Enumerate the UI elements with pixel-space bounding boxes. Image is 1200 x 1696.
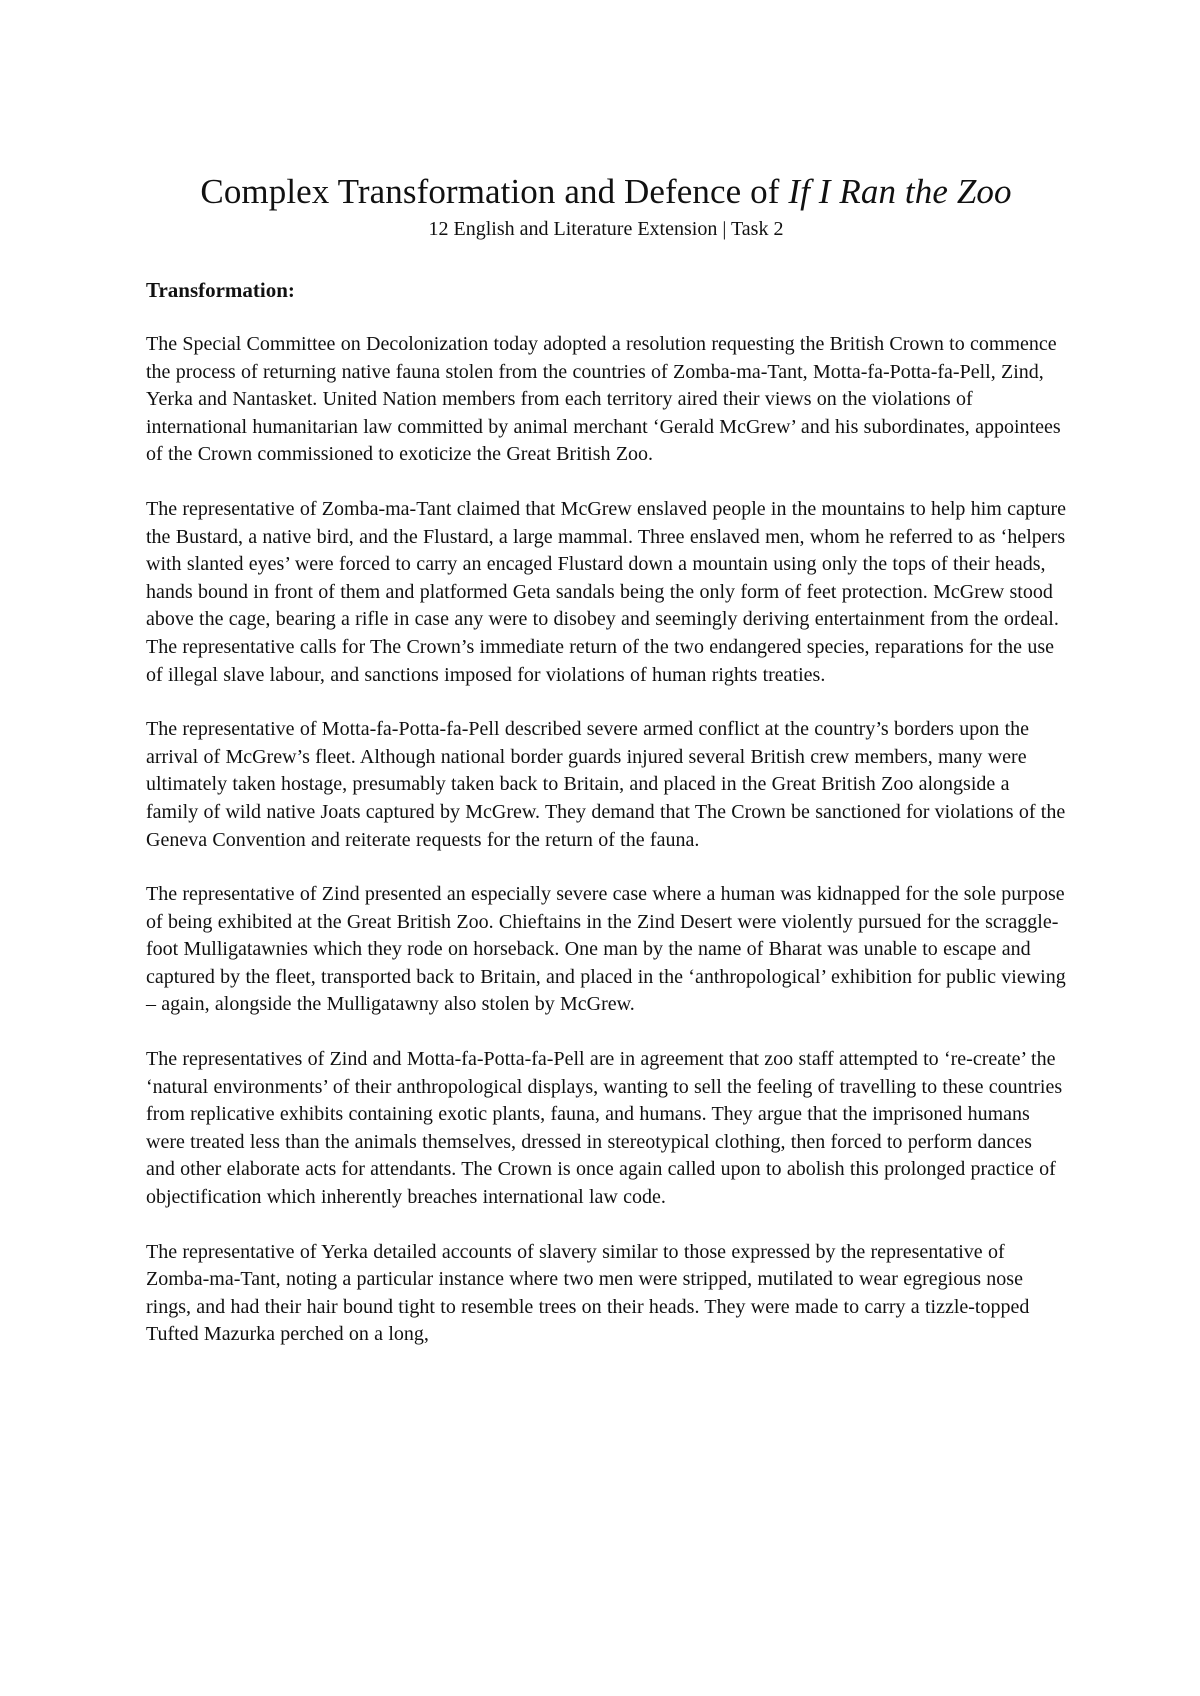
paragraph-1: The Special Committee on Decolonization today adopted a resolution requesting the British Crown to commence the process of returning native fauna stolen from the countries of Zomba-ma-Tant, Motta-fa-Potta-fa-Pell, Zind, Yerka and Nantasket. United Nation members from each territory aired their views on the violations of international humanitarian law committed by animal merchant ‘Gerald McGrew’ and his subordinates, appointees of the Crown commissioned to exoticize the Great British Zoo. [146,333,1061,466]
title-book-name: If I Ran the Zoo [788,172,1012,211]
paragraph-5: The representatives of Zind and Motta-fa-Potta-fa-Pell are in agreement that zoo staff attempted to ‘re-create’ the ‘natural environments’ of their anthropological displays, wanting to sell the feeling of travelling to these countries from replicative exhibits containing exotic plants, fauna, and humans. They argue that the imprisoned humans were treated less than the animals themselves, dressed in stereotypical clothing, then forced to perform dances and other elaborate acts for attendants. The Crown is once again called upon to abolish this prolonged practice of objectification which inherently breaches international law code. [146,1048,1063,1209]
paragraph-3: The representative of Motta-fa-Potta-fa-Pell described severe armed conflict at the country’s borders upon the arrival of McGrew’s fleet. Although national border guards injured several British crew members, many were ultimately taken hostage, presumably taken back to Britain, and placed in the Great British Zoo alongside a family of wild native Joats captured by McGrew. They demand that The Crown be sanctioned for violations of the Geneva Convention and reiterate requests for the return of the fauna. [146,718,1066,851]
title-prefix: Complex Transformation and Defence of [200,172,789,211]
section-heading: Transformation: [146,278,295,302]
document-page [146,170,1066,1349]
paragraph-4: The representative of Zind presented an especially severe case where a human was kidnapped for the sole purpose of being exhibited at the Great British Zoo. Chieftains in the Zind Desert were violently pursued for the scraggle-foot Mulligatawnies which they rode on horseback. One man by the name of Bharat was unable to escape and captured by the fleet, transported back to Britain, and placed in the ‘anthropological’ exhibition for public viewing – again, alongside the Mulligatawny also stolen by McGrew. [146,883,1066,1016]
document-title [146,170,1066,214]
document-subtitle: 12 English and Literature Extension | Task 2 [428,218,784,240]
paragraph-2: The representative of Zomba-ma-Tant claimed that McGrew enslaved people in the mountains to help him capture the Bustard, a native bird, and the Flustard, a large mammal. Three enslaved men, whom he referred to as ‘helpers with slanted eyes’ were forced to carry an encaged Flustard down a mountain using only the tops of their heads, hands bound in front of them and platformed Geta sandals being the only form of feet protection. McGrew stood above the cage, bearing a rifle in case any were to disobey and seemingly deriving entertainment from the ordeal. The representative calls for The Crown’s immediate return of the two endangered species, reparations for the use of illegal slave labour, and sanctions imposed for violations of human rights treaties. [146,497,1066,686]
paragraph-6: The representative of Yerka detailed accounts of slavery similar to those expressed by the representative of Zomba-ma-Tant, noting a particular instance where two men were stripped, mutilated to wear egregious nose rings, and had their hair bound tight to resemble trees on their heads. They were made to carry a tizzle-topped Tufted Mazurka perched on a long, [146,1240,1030,1346]
